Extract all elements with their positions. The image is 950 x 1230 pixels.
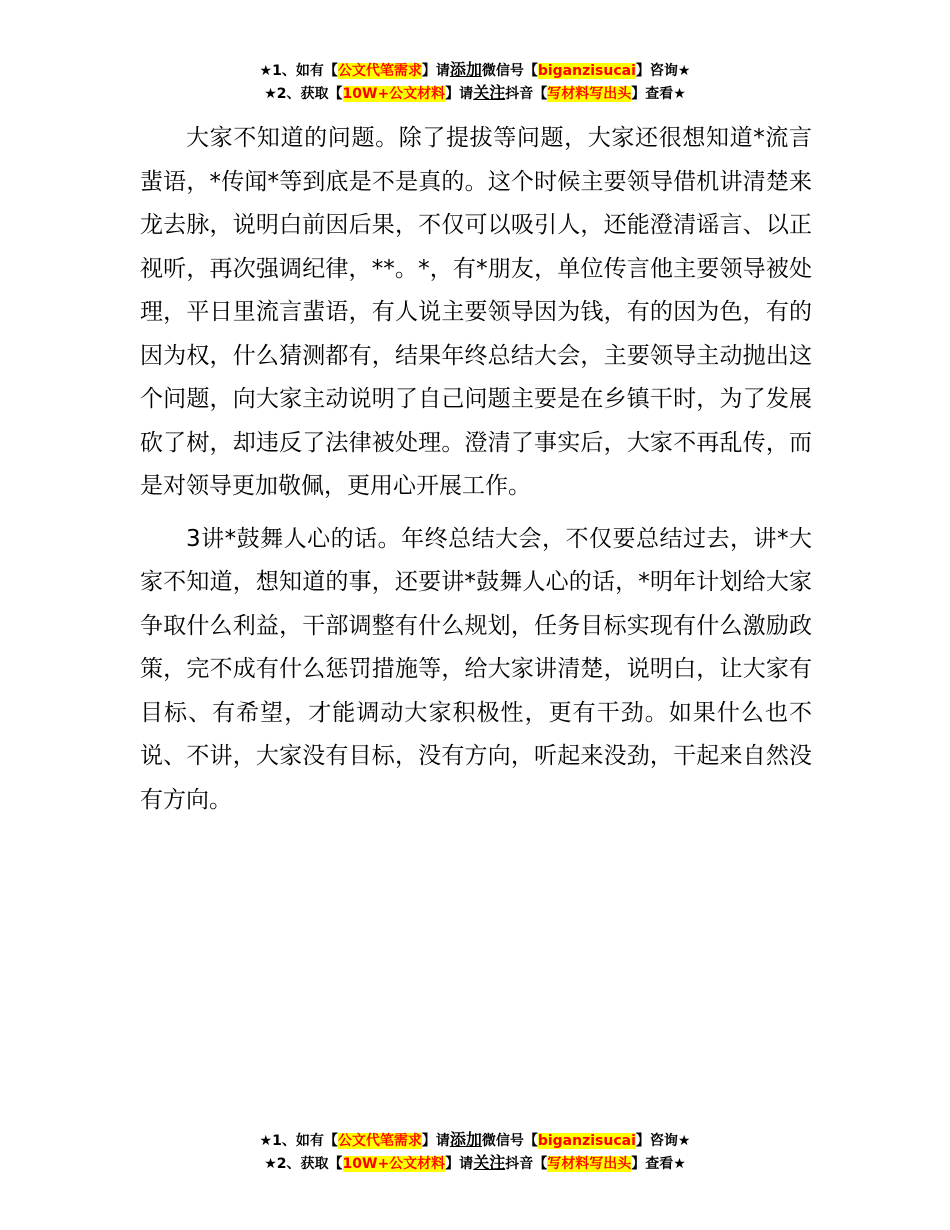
banner-text: 】请 [421, 1133, 450, 1149]
banner-line-1 [0, 1129, 950, 1152]
banner-emphasis: 关注 [473, 83, 506, 102]
banner-text: 抖音【 [505, 86, 548, 102]
highlight-ghostwriting: 公文代笔需求 [337, 63, 422, 79]
banner-text: 】请 [421, 63, 450, 79]
banner-text: ★2、获取【 [264, 1156, 343, 1172]
paragraph: 3讲*鼓舞人心的话。年终总结大会，不仅要总结过去，讲*大家不知道，想知道的事，还要讲*鼓舞人心的话，*明年计划给大家争取什么利益，干部调整有什么规划，任务目标实现有什么激励政策，完不成有什么惩罚措施等，给大家讲清楚，说明白，让大家有目标、有希望，才能调动大家积极性，更有干劲。如果什么也不说、不讲，大家没有目标，没有方向，听起来没劲，干起来自然没有方向。 [140, 525, 812, 813]
highlight-ghostwriting: 公文代笔需求 [337, 1133, 422, 1149]
banner-text: 】咨询★ [635, 1133, 691, 1149]
banner-text: 】咨询★ [635, 63, 691, 79]
banner-line-2 [0, 82, 950, 105]
highlight-wechat-id: biganzisucai [537, 1133, 636, 1149]
highlight-douyin-account: 写材料写出头 [547, 86, 632, 102]
banner-line-1 [0, 59, 950, 82]
highlight-wechat-id: biganzisucai [537, 63, 636, 79]
highlight-douyin-account: 写材料写出头 [547, 1156, 632, 1172]
document-body [140, 117, 812, 822]
header-banner [0, 59, 950, 105]
footer-banner [0, 1129, 950, 1175]
banner-text: 】请 [445, 1156, 474, 1172]
banner-text: 】请 [445, 86, 474, 102]
banner-text: ★1、如有【 [259, 63, 338, 79]
banner-text: 微信号【 [481, 63, 538, 79]
banner-text: 】查看★ [631, 1156, 686, 1172]
banner-line-2 [0, 1152, 950, 1175]
banner-text: 微信号【 [481, 1133, 538, 1149]
banner-emphasis: 添加 [449, 1130, 482, 1149]
banner-text: 抖音【 [505, 1156, 548, 1172]
banner-emphasis: 添加 [449, 60, 482, 79]
banner-text: ★2、获取【 [264, 86, 343, 102]
banner-text: 】查看★ [631, 86, 686, 102]
paragraph: 大家不知道的问题。除了提拔等问题，大家还很想知道*流言蜚语，*传闻*等到底是不是真的。这个时候主要领导借机讲清楚来龙去脉，说明白前因后果，不仅可以吸引人，还能澄清谣言、以正视听，再次强调纪律，**。*，有*朋友，单位传言他主要领导被处理，平日里流言蜚语，有人说主要领导因为钱，有的因为色，有的因为权，什么猜测都有，结果年终总结大会，主要领导主动抛出这个问题，向大家主动说明了自己问题主要是在乡镇干时，为了发展砍了树，却违反了法律被处理。澄清了事实后，大家不再乱传，而是对领导更加敬佩，更用心开展工作。 [140, 125, 812, 499]
highlight-materials: 10W+公文材料 [342, 86, 446, 102]
highlight-materials: 10W+公文材料 [342, 1156, 446, 1172]
banner-emphasis: 关注 [473, 1153, 506, 1172]
banner-text: ★1、如有【 [259, 1133, 338, 1149]
